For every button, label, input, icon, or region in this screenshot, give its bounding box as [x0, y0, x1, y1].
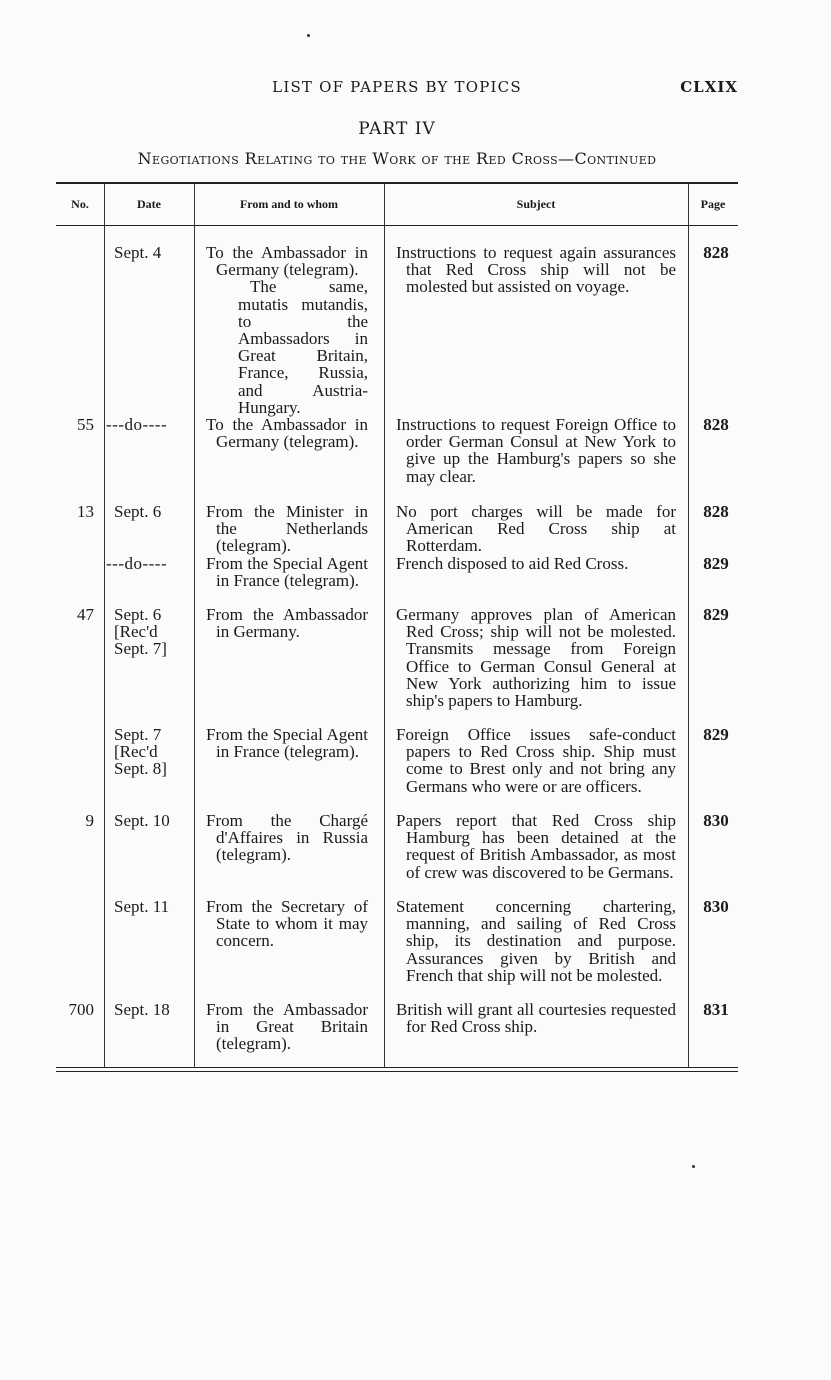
- row-number: 47: [77, 605, 94, 624]
- column-divider: [384, 184, 385, 1068]
- table-bottom-rule: [56, 1067, 738, 1068]
- row-date: ---do----: [106, 415, 168, 434]
- running-title: LIST OF PAPERS BY TOPICS: [272, 78, 522, 96]
- row-page: 829: [703, 554, 729, 573]
- row-subject: Foreign Office issues safe-conduct papers to Red Cross ship. Ship must come to Brest only and not bring any Germans who were or are officers.: [396, 725, 676, 796]
- row-from: From the Ambassador in Great Britain (telegram).: [206, 1000, 368, 1054]
- row-from: From the Minister in the Netherlands (telegram).: [206, 502, 368, 556]
- row-from: From the Secretary of State to whom it may concern.: [206, 897, 368, 951]
- row-from-text: To the Ambassador in Germany (telegram).: [206, 243, 368, 280]
- column-divider: [104, 184, 105, 1068]
- row-date: Sept. 6 [Rec'd Sept. 7]: [114, 605, 167, 659]
- row-subject: Statement concerning chartering, manning, and sailing of Red Cross ship, its destination and purpose. Assurances given by British and French that ship will not be molested.: [396, 897, 676, 985]
- row-page: 829: [703, 725, 729, 744]
- row-from: From the Chargé d'Affaires in Russia (telegram).: [206, 811, 368, 865]
- row-date: Sept. 6: [114, 502, 162, 521]
- row-date: Sept. 4: [114, 243, 162, 262]
- row-number: 13: [77, 502, 94, 521]
- row-date: Sept. 18: [114, 1000, 170, 1019]
- column-header-from: From and to whom: [239, 197, 339, 211]
- row-page: 828: [703, 502, 729, 521]
- column-divider: [688, 184, 689, 1068]
- row-from: [196, 244, 368, 416]
- row-page: 829: [703, 605, 729, 624]
- row-number: 55: [77, 415, 94, 434]
- row-subject: British will grant all courtesies requested for Red Cross ship.: [396, 1000, 676, 1037]
- row-page: 828: [703, 415, 729, 434]
- row-subject: Papers report that Red Cross ship Hamburg has been detained at the request of British Ambassador, as most of crew was discovered to be Germans.: [396, 811, 676, 882]
- row-date: Sept. 10: [114, 811, 170, 830]
- row-page: 830: [703, 811, 729, 830]
- row-page: 828: [703, 243, 729, 262]
- row-date: Sept. 11: [114, 897, 170, 916]
- section-title: Negotiations Relating to the Work of the Red Cross—Continued: [137, 149, 657, 168]
- row-from: From the Special Agent in France (telegram).: [206, 725, 368, 762]
- row-page: 830: [703, 897, 729, 916]
- folio: CLXIX: [680, 78, 738, 96]
- print-speck: [307, 34, 310, 37]
- row-number: 700: [68, 1000, 94, 1019]
- column-header-page: Page: [700, 197, 726, 211]
- row-from-note: The same, mutatis mutandis, to the Ambassadors in Great Britain, France, Russia, and Austria-Hungary.: [238, 277, 368, 417]
- table-bottom-rule-2: [56, 1071, 738, 1072]
- column-divider: [194, 184, 195, 1068]
- row-from: From the Special Agent in France (telegram).: [206, 554, 368, 591]
- part-title: PART IV: [358, 119, 436, 139]
- row-subject: Instructions to request Foreign Office to order German Consul at New York to give up the Hamburg's papers so she may clear.: [396, 415, 676, 486]
- column-header-subject: Subject: [516, 197, 556, 211]
- print-speck: [692, 1165, 695, 1168]
- row-date: Sept. 7 [Rec'd Sept. 8]: [114, 725, 167, 779]
- row-subject: Germany approves plan of American Red Cross; ship will not be molested. Transmits message from Foreign Office to German Consul General at New York authorizing him to issue ship's papers to Hamburg.: [396, 605, 676, 711]
- column-header-no: No.: [71, 197, 89, 211]
- row-subject: No port charges will be made for American Red Cross ship at Rotterdam.: [396, 502, 676, 556]
- row-number: 9: [85, 811, 94, 830]
- row-from: To the Ambassador in Germany (telegram).: [206, 415, 368, 452]
- column-header-date: Date: [137, 197, 161, 211]
- row-subject: Instructions to request again assurances that Red Cross ship will not be molested but assisted on voyage.: [396, 243, 676, 297]
- running-head: [56, 78, 738, 98]
- row-page: 831: [703, 1000, 729, 1019]
- row-subject: French disposed to aid Red Cross.: [396, 554, 629, 573]
- header-rule: [56, 225, 738, 226]
- table-top-rule: [56, 182, 738, 184]
- row-from: From the Ambassador in Germany.: [206, 605, 368, 642]
- row-date: ---do----: [106, 554, 168, 573]
